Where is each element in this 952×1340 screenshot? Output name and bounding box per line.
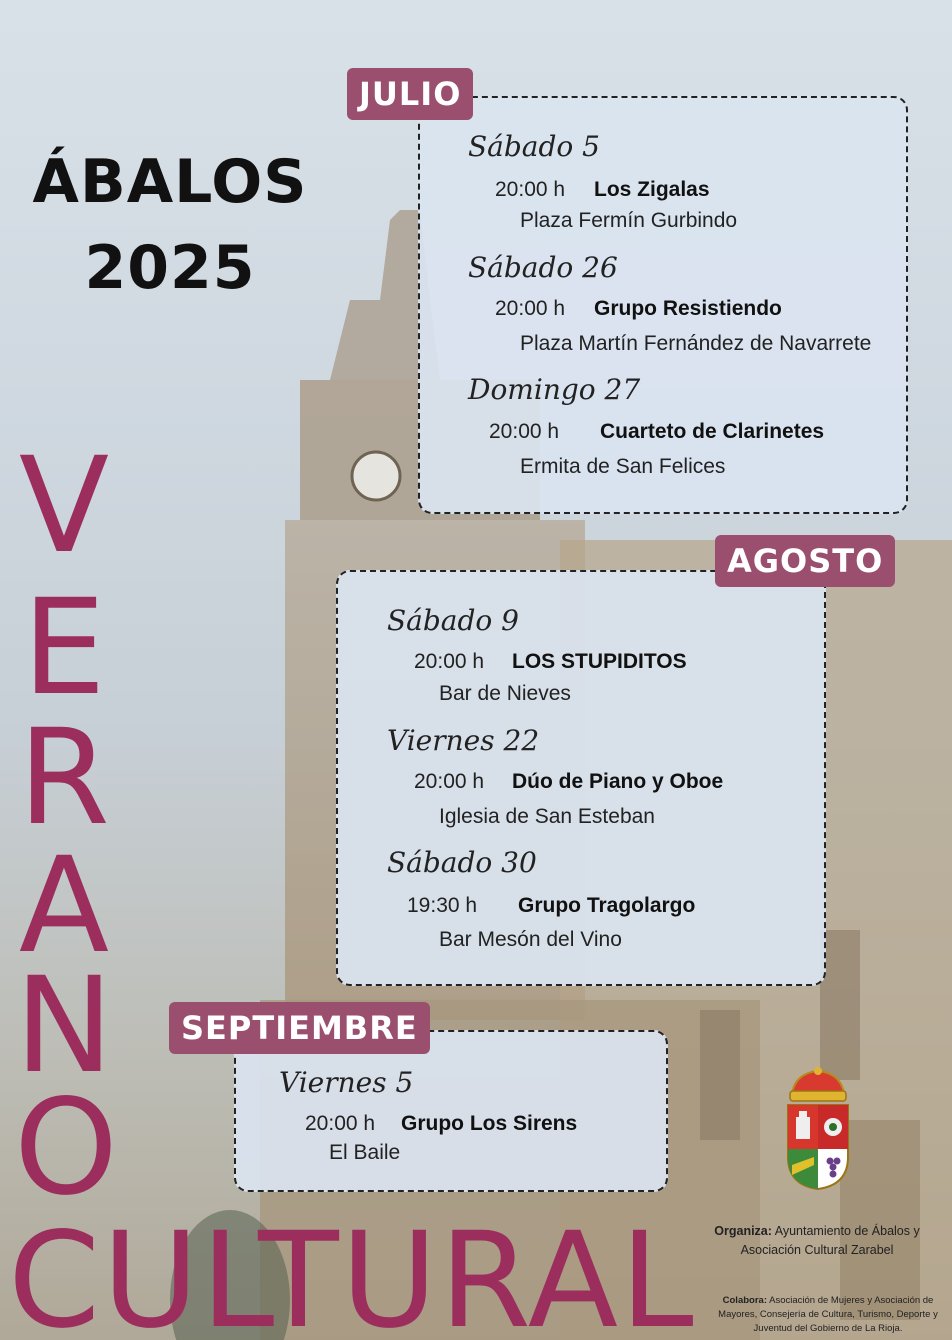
event-place: Plaza Fermín Gurbindo <box>520 209 738 232</box>
event-day: Sábado 30 <box>387 846 537 879</box>
septiembre-box <box>234 1030 668 1192</box>
event-act: Cuarteto de Clarinetes <box>600 420 825 443</box>
verano-letter-n: N <box>14 949 114 1103</box>
event-act: Grupo Resistiendo <box>594 297 782 320</box>
event-time: 19:30 h <box>407 894 478 917</box>
event-time: 20:00 h <box>495 178 566 201</box>
page-title-line2: 2025 <box>84 233 256 303</box>
event-day: Viernes 22 <box>387 724 540 757</box>
event-time: 20:00 h <box>305 1112 376 1135</box>
event-time: 20:00 h <box>495 297 566 320</box>
event-act: Dúo de Piano y Oboe <box>512 770 724 793</box>
organiza-label: Organiza: <box>714 1224 772 1238</box>
organiza-credit <box>712 1222 922 1261</box>
verano-letter-r: R <box>18 701 110 855</box>
colabora-text: Asociación de Mujeres y Asociación de Mayores, Consejería de Cultura, Turismo, Deporte y Juventud del Gobierno de La Rioja. <box>718 1295 938 1334</box>
event-place: Bar de Nieves <box>439 682 571 705</box>
event-place: Iglesia de San Esteban <box>439 805 655 828</box>
event-place: Plaza Martín Fernández de Navarrete <box>520 332 872 355</box>
colabora-credit <box>712 1294 944 1335</box>
coat-of-arms-icon <box>782 1065 854 1193</box>
colabora-label: Colabora: <box>722 1295 767 1306</box>
verano-letter-a: A <box>18 829 110 983</box>
event-day: Viernes 5 <box>279 1066 414 1099</box>
event-act: Grupo Los Sirens <box>401 1112 578 1135</box>
cultural-word: CULTURAL <box>8 1204 696 1340</box>
event-day: Sábado 9 <box>387 604 519 637</box>
event-place: Bar Mesón del Vino <box>439 928 622 951</box>
verano-letter-e: E <box>22 571 106 725</box>
event-place: Ermita de San Felices <box>520 455 726 478</box>
event-time: 20:00 h <box>414 650 485 673</box>
event-day: Sábado 26 <box>468 251 618 284</box>
septiembre-tab: SEPTIEMBRE <box>169 1002 430 1054</box>
event-time: 20:00 h <box>414 770 485 793</box>
event-act: Grupo Tragolargo <box>518 894 696 917</box>
verano-letter-o: O <box>14 1071 118 1225</box>
julio-tab: JULIO <box>347 68 473 120</box>
agosto-tab: AGOSTO <box>715 535 895 587</box>
event-place: El Baile <box>329 1141 401 1164</box>
event-act: Los Zigalas <box>594 178 710 201</box>
event-day: Sábado 5 <box>468 130 600 163</box>
event-act: LOS STUPIDITOS <box>512 650 687 673</box>
event-day: Domingo 27 <box>468 373 641 406</box>
verano-letter-v: V <box>18 429 110 583</box>
organiza-text: Ayuntamiento de Ábalos y Asociación Cultural Zarabel <box>740 1224 920 1258</box>
event-time: 20:00 h <box>489 420 560 443</box>
page-title-line1: ÁBALOS <box>32 147 308 217</box>
